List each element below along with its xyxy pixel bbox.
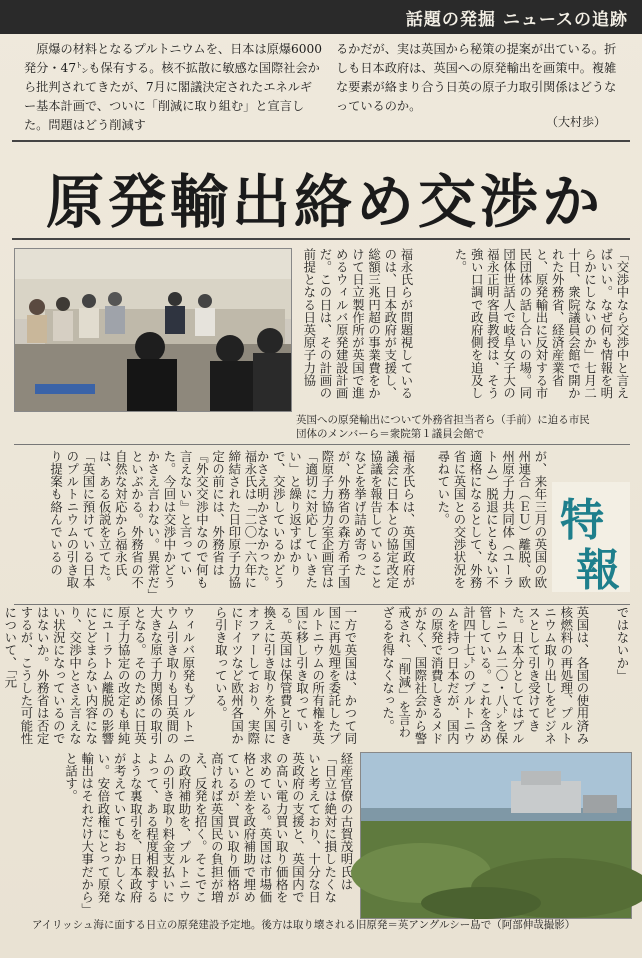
section-header	[0, 0, 642, 34]
article-column-10: 経産官僚の古賀茂明氏は「日立は絶対に損したくないと考えており、十分な日英政府の支援と、英国内での高い電力買い取り価格を求めている。英国は市場価格との差を政府補助で埋めているが、買い取り価格が高ければ英国民の負担が増え、反発を招く。そこでこの政府補助を、プルトニウムの引き取り料金支払いによって、ある程度相殺するような裏取引を、日本政府が考えていてもおかしくない。安倍政権にとって原発輸出はそれだけ大事だから」と話す。	[63, 752, 354, 910]
tokuho-char-1: 特	[560, 495, 604, 546]
article-column-1: 「交渉中なら交渉中と言えばいい。なぜ何も情報を明らかにしないのか」七月二十日、衆院議員会館で開かれた外務省、経済産業省と、原発輸出に反対する市民団体の話し合いの場。同団体世話人で岐阜女子大の福永正明客員教授は、そう強い口調で政府側を追及した。	[452, 248, 630, 400]
article-column-9: ウィルバ原発もプルトニウム引き取りも日英間の大きな原子力関係の取引となる。そのために日英原子力協定の改定も単純にユーラトム離脱の影響にとどまらない内容になり、交渉中とさえ言えない状況になっているのではないか。外務省は否定するが、こうした可能性について、「元	[2, 606, 196, 745]
lead-paragraph-right: るかだが、実は英国から秘策の提案が出ている。折しも日本政府は、英国への原発輸出を画策中。複雑な要素が絡まり合う日英の原子力取引関係はどうなっているのか。	[336, 42, 617, 113]
article-column-5: 福永氏は「二〇一六年に締結された日印原子力協定の前には、外務省は『外交交渉中なので何も言えない』と言っていた。今回は交渉中かどうかさえ言わない。異常だ」といぶかる。外務省の不自然な対応から福永氏は、ある仮説を立てた。「英国に預けている日本のプルトニウムの引き取り提案も絡んでいるの	[48, 450, 258, 595]
meeting-photo-caption: 英国への原発輸出について外務省担当者ら（手前）に迫る市民団体のメンバーら＝衆院第１議員会館で	[296, 414, 590, 440]
article-column-6: ではないか」	[615, 606, 630, 682]
article-column-7: 英国は、各国の使用済み核燃料の再処理、プルトニウム取り出しをビジネスとして引き受けてきた。日本分としてはプルトニウム二〇・八㌧を保管している。これを含め計四十七㌧のプルトニウムを持つ日本だが、国内の原発で消費しきるメドがなく、国際社会から警戒され、「削減」を言わざるを得なくなった。	[380, 606, 590, 745]
byline: （大村歩）	[545, 115, 606, 129]
construction-site-image	[361, 753, 631, 918]
construction-site-caption: アイリッシュ海に面する日立の原発建設予定地。後方は取り壊される旧原発＝英アングルシー島で（阿部伸哉撮影）	[32, 919, 576, 931]
divider-headline	[12, 238, 630, 240]
section-title: 話題の発掘 ニュースの追跡	[405, 10, 628, 30]
construction-site-photo	[360, 752, 632, 919]
tokuho-char-2: 報	[576, 545, 620, 596]
divider-middle	[14, 444, 630, 445]
divider-lower	[14, 604, 630, 605]
lead-paragraph-left: 原爆の材料となるプルトニウムを、日本は原爆6000発分・47㌧も保有する。核不拡散に敏感な国際社会から批判されてきたが、7月に閣議決定されたエネルギー基本計画で、ついに「削減に取り組む」と宣言した。問題はどう削減す	[24, 42, 323, 132]
meeting-photo	[14, 248, 292, 412]
headline: 原発輸出絡め交渉か	[45, 168, 604, 236]
article-column-2: 福永氏らが問題視しているのは、日本政府が支援し、総額三兆円超の事業費をかけて日立製作所が英国で進めるウィルバ原発建設計画だ。この日は、その計画の前提となる日英原子力協	[301, 248, 414, 400]
article-column-4: 福永氏らは、英国政府が議会に日本との協定改定協議を報告していることなどを挙げ詰め寄ったが、外務省の森方希子国際原子力協力室企画官は「適切に対応していきたい」と繰り返すばかりで、交渉しているかどうかさえ明かさなかった。	[255, 450, 416, 589]
tokuho-badge	[552, 482, 630, 596]
article-column-8: 一方で英国は、かつて同国に再処理を委託したプルトニウムの所有権を英国に移し引き取っている。英国は保管費と引き換えに引き取りを外国にオファーしており、実際にドイツなど欧州各国から引き取っている。	[213, 606, 358, 745]
meeting-photo-image	[15, 249, 291, 411]
divider-top	[12, 140, 630, 142]
article-column-3: が、来年三月の英国の欧州連合（ＥＵ）離脱、欧州原子力共同体（ユーラトム）脱退にともない不適格になるとして、外務省に英国との交渉状況を尋ねていた。	[435, 450, 548, 589]
